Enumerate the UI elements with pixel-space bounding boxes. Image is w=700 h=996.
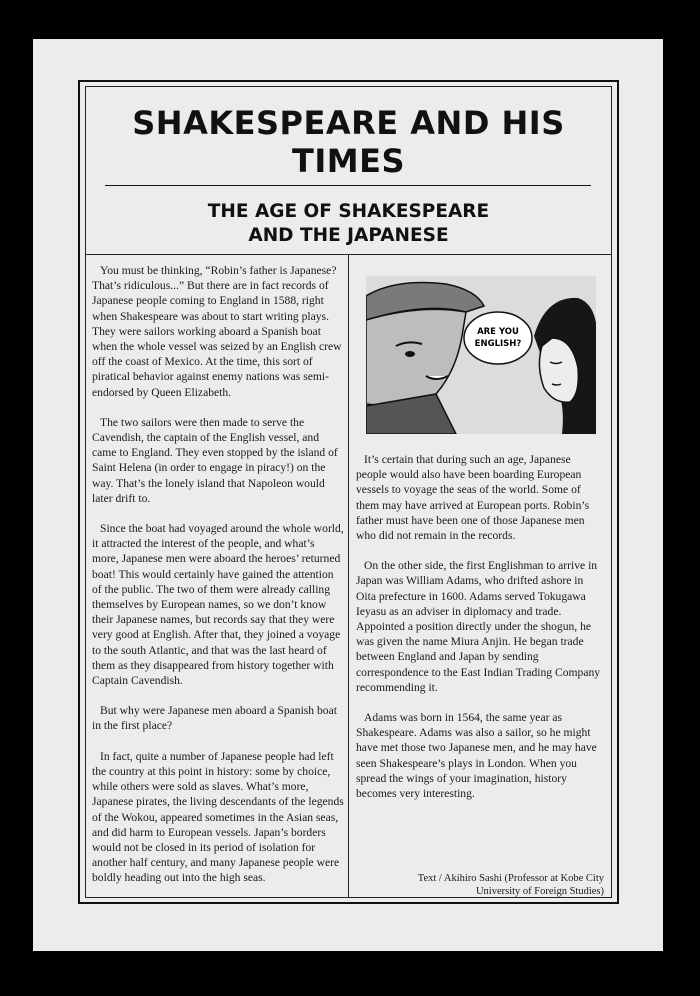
page-title: SHAKESPEARE AND HIS TIMES [132,104,565,180]
right-paragraph: Adams was born in 1564, the same year as Shakespeare. Adams was also a sailor, so he might have met those two Japanese men, and he may have seen Shakespeare’s plays in London. When you spread the wings of your imagination, history becomes very interesting. [356,711,597,801]
credit-line-1: Text / Akihiro Sashi (Professor at Kobe City [417,873,604,884]
manga-illustration [366,276,596,434]
left-paragraph: You must be thinking, “Robin’s father is Japanese? That’s ridiculous...” But there are in fact records of Japanese people coming to England in 1588, right when Shakespeare was about to start writing plays. They were sailors working aboard a Spanish boat when the whole vessel was seized by an English crew off the coast of Mexico. At the time, this sort of piratical behavior against enemy nations was semi-endorsed by Queen Elizabeth. [92,264,342,399]
subtitle-line-2: AND THE JAPANESE [248,225,449,246]
right-paragraph: On the other side, the first Englishman to arrive in Japan was William Adams, who drifted ashore in Oita prefecture in 1600. Adams served Tokugawa Ieyasu as an adviser in diplomacy and trade. Appointed a position directly under the shogun, he was given the name Miura Anjin. He began trade between England and Japan by sending correspondence to the East Indian Trading Company recommending it. [356,559,601,694]
section-subtitle [85,200,612,248]
author-credit [404,872,604,898]
left-paragraph: Since the boat had voyaged around the whole world, it attracted the interest of the people, and what’s more, Japanese men were aboard the heroes’ returned boat! This would certainly have gained the attention of the public. The two of them were already calling themselves by European names, so we don’t know their Japanese names, but records say that they were very good at English. After that, they joined a voyage to the south Atlantic, and that was the last heard of them as they disappeared from history together with Captain Cavendish. [92,522,344,688]
speech-bubble-line-2: ENGLISH? [474,339,522,349]
title-divider [105,185,591,186]
manga-panel-art [366,276,596,434]
left-paragraph: In fact, quite a number of Japanese people had left the country at this point in history: some by choice, while others were sold as slaves. What’s more, Japanese pirates, the living descendants of the legends of the Wokou, appeared sometimes in the Asian seas, and did harm to European vessels. Japan’s borders would not be closed in its period of isolation for another half century, and many Japanese people were boldly heading out into the high seas. [92,749,344,885]
subtitle-line-1: THE AGE OF SHAKESPEARE [207,201,490,222]
left-paragraph: But why were Japanese men aboard a Spanish boat in the first place? [92,704,337,733]
column-divider [348,254,349,898]
speech-bubble-line-1: ARE YOU [477,327,519,337]
credit-line-2: University of Foreign Studies) [475,886,604,897]
left-paragraph: The two sailors were then made to serve the Cavendish, the captain of the English vessel, and came to England. They even stopped by the island of Saint Helena (in order to engage in piracy!) on the way. That’s the lonely island that Napoleon would later drift to. [92,415,338,505]
right-column [356,452,604,816]
right-paragraph: It’s certain that during such an age, Japanese people would also have been boarding European vessels to voyage the seas of the world. Some of them may have arrived at European ports. Robin’s father must have been one of those Japanese men who did not remain in the records. [356,453,590,543]
left-column [92,263,344,901]
